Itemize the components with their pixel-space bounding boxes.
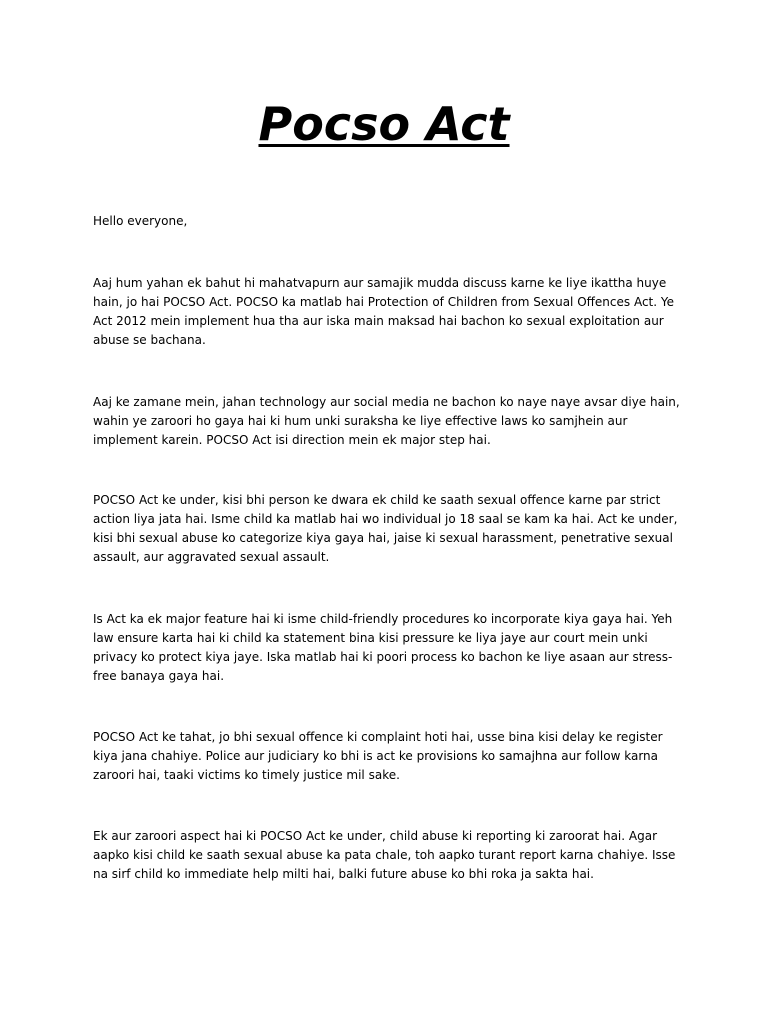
paragraph-complaint: POCSO Act ke tahat, jo bhi sexual offence ki complaint hoti hai, usse bina kisi delay ke register kiya jana chahiye. Police aur judiciary ko bhi is act ke provisions ko samajhna aur follow karna zaroori hai, taaki victims ko timely justice mil sake. (93, 730, 663, 782)
paragraph-technology: Aaj ke zamane mein, jahan technology aur social media ne bachon ko naye naye avsar diye hain, wahin ye zaroori ho gaya hai ki hum unki suraksha ke liye effective laws ko samjhein aur implement karein. POCSO Act isi direction mein ek major step hai. (93, 395, 680, 447)
document-title (0, 92, 768, 156)
document-title-text: Pocso Act (258, 97, 510, 151)
paragraph-child-friendly: Is Act ka ek major feature hai ki isme child-friendly procedures ko incorporate kiya gaya hai. Yeh law ensure karta hai ki child ka statement bina kisi pressure ke liya jaye aur court mein unki privacy ko protect kiya jaye. Iska matlab hai ki poori process ko bachon ke liye asaan aur stress-free banaya gaya hai. (93, 612, 673, 683)
paragraph-definition: POCSO Act ke under, kisi bhi person ke dwara ek child ke saath sexual offence karne par strict action liya jata hai. Isme child ka matlab hai wo individual jo 18 saal se kam ka hai. Act ke under, kisi bhi sexual abuse ko categorize kiya gaya hai, jaise ki sexual harassment, penetrative sexual assault, aur aggravated sexual assault. (93, 493, 678, 564)
paragraph-intro: Aaj hum yahan ek bahut hi mahatvapurn aur samajik mudda discuss karne ke liye ikattha huye hain, jo hai POCSO Act. POCSO ka matlab hai Protection of Children from Sexual Offences Act. Ye Act 2012 mein implement hua tha aur iska main maksad hai bachon ko sexual exploitation aur abuse se bachana. (93, 276, 674, 347)
greeting-line: Hello everyone, (93, 214, 188, 228)
paragraph-reporting: Ek aur zaroori aspect hai ki POCSO Act ke under, child abuse ki reporting ki zaroorat hai. Agar aapko kisi child ke saath sexual abuse ka pata chale, toh aapko turant report karna chahiye. Isse na sirf child ko immediate help milti hai, balki future abuse ko bhi roka ja sakta hai. (93, 829, 676, 881)
